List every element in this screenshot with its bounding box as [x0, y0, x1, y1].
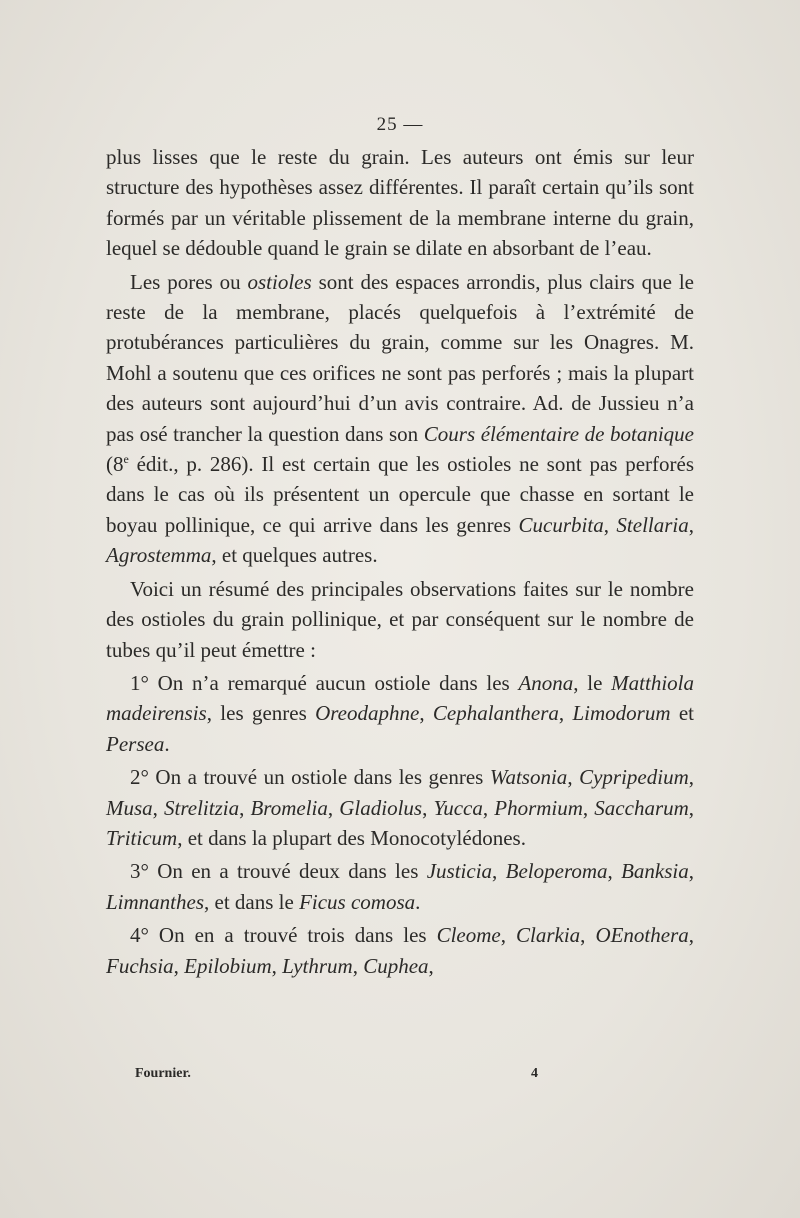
paragraph-3: Voici un résumé des principales observations faites sur le nombre des ostioles du grain pollinique, et par conséquent sur le nombre de tubes qu’il peut émettre :	[106, 576, 694, 662]
paragraph-7: 4° On en a trouvé trois dans les Cleome, Clarkia, OEnothera, Fuchsia, Epilobium, Lythrum, Cuphea,	[106, 923, 695, 978]
printer-signature: Fournier.	[135, 1066, 191, 1081]
paragraph-2: Les pores ou ostioles sont des espaces arrondis, plus clairs que le reste de la membrane, placés quelquefois à l’extrémité de protubérances particulières du grain, comme sur les Onagres. M. Mohl a soutenu que ces orifices ne sont pas perforés ; mais la plupart des auteurs sont aujourd’hui d’un avis contraire. Ad. de Jussieu n’a pas osé trancher la question dans son Cours élémentaire de botanique (8e édit., p. 286). Il est certain que les ostioles ne sont pas perforés dans le cas où ils présentent un opercule que chasse en sortant le boyau pollinique, ce qui arrive dans les genres Cucurbita, Stellaria, Agrostemma, et quelques autres.	[106, 269, 695, 568]
signature-number: 4	[531, 1066, 538, 1081]
paragraph-1: plus lisses que le reste du grain. Les auteurs ont émis sur leur structure des hypothèses assez différentes. Il paraît certain qu’ils sont formés par un véritable plissement de la membrane interne du grain, lequel se dédouble quand le grain se dilate en absorbant de l’eau.	[106, 145, 694, 261]
body-text	[106, 142, 694, 984]
paragraph-6: 3° On en a trouvé deux dans les Justicia, Beloperoma, Banksia, Limnanthes, et dans le Ficus comosa.	[106, 859, 695, 914]
paragraph-5: 2° On a trouvé un ostiole dans les genres Watsonia, Cypripedium, Musa, Strelitzia, Bromelia, Gladiolus, Yucca, Phormium, Saccharum, Triticum, et dans la plupart des Monocotylédones.	[106, 765, 695, 850]
paragraph-4: 1° On n’a remarqué aucun ostiole dans les Anona, le Matthiola madeirensis, les genres Oreodaphne, Cephalanthera, Limodorum et Persea.	[106, 670, 695, 756]
page-number: 25 —	[376, 114, 424, 135]
